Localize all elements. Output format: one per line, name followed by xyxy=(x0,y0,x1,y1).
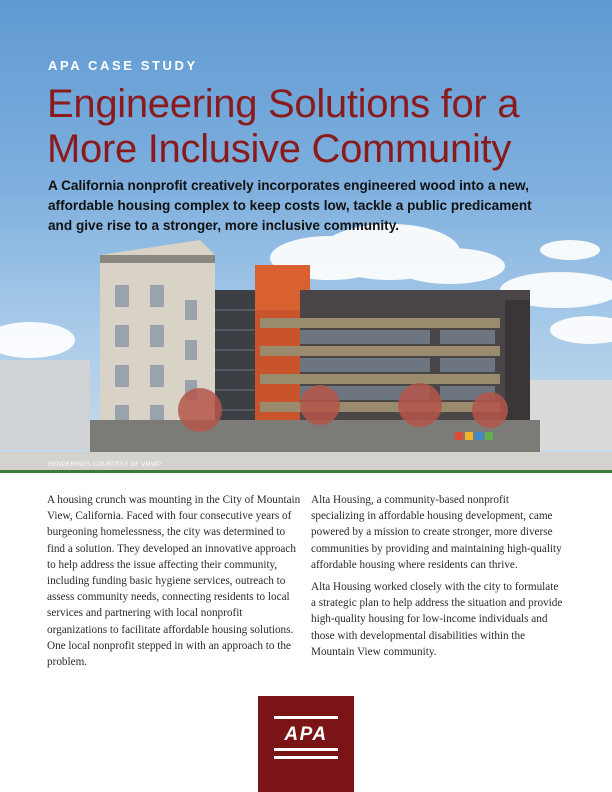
page-title: Engineering Solutions for a More Inclusive Community xyxy=(47,82,520,171)
body-paragraph: A housing crunch was mounting in the City of Mountain View, California. Faced with four consecutive years of burgeoning homelessness, the city was determined to find a solution. They developed an innovative approach to help address the issue affecting their community, including funding basic hygiene services, outreach to assess community needs, connecting residents to local services and partnering with local nonprofit organizations to facilitate affordable housing solutions. One local nonprofit stepped in with an approach to the problem. xyxy=(47,494,301,669)
body-column-left xyxy=(47,492,303,670)
logo-stripe xyxy=(274,748,338,751)
logo-stripe xyxy=(274,716,338,719)
body-paragraph: Alta Housing, a community-based nonprofit specializing in affordable housing development, came powered by a mission to create stronger, more diverse communities by providing and maintaining high-quality affordable housing where residents can thrive. xyxy=(311,494,562,571)
accent-bar xyxy=(0,470,612,473)
case-study-kicker: APA CASE STUDY xyxy=(48,58,198,73)
page-subtitle: A California nonprofit creatively incorporates engineered wood into a new, affordable housing complex to keep costs low, tackle a public predicament and give rise to a stronger, more inclusive community. xyxy=(48,178,532,233)
body-column-right xyxy=(311,492,563,660)
rendering-credit: RENDERINGS COURTESY OF VMWP xyxy=(48,462,162,468)
body-paragraph: Alta Housing worked closely with the city to formulate a strategic plan to help address the situation and provide high-quality housing for low-income individuals and those with developmental disabilities within the Mountain View community. xyxy=(311,581,563,658)
apa-logo-text: APA xyxy=(284,724,328,745)
apa-logo xyxy=(258,696,354,792)
logo-stripe xyxy=(274,756,338,759)
